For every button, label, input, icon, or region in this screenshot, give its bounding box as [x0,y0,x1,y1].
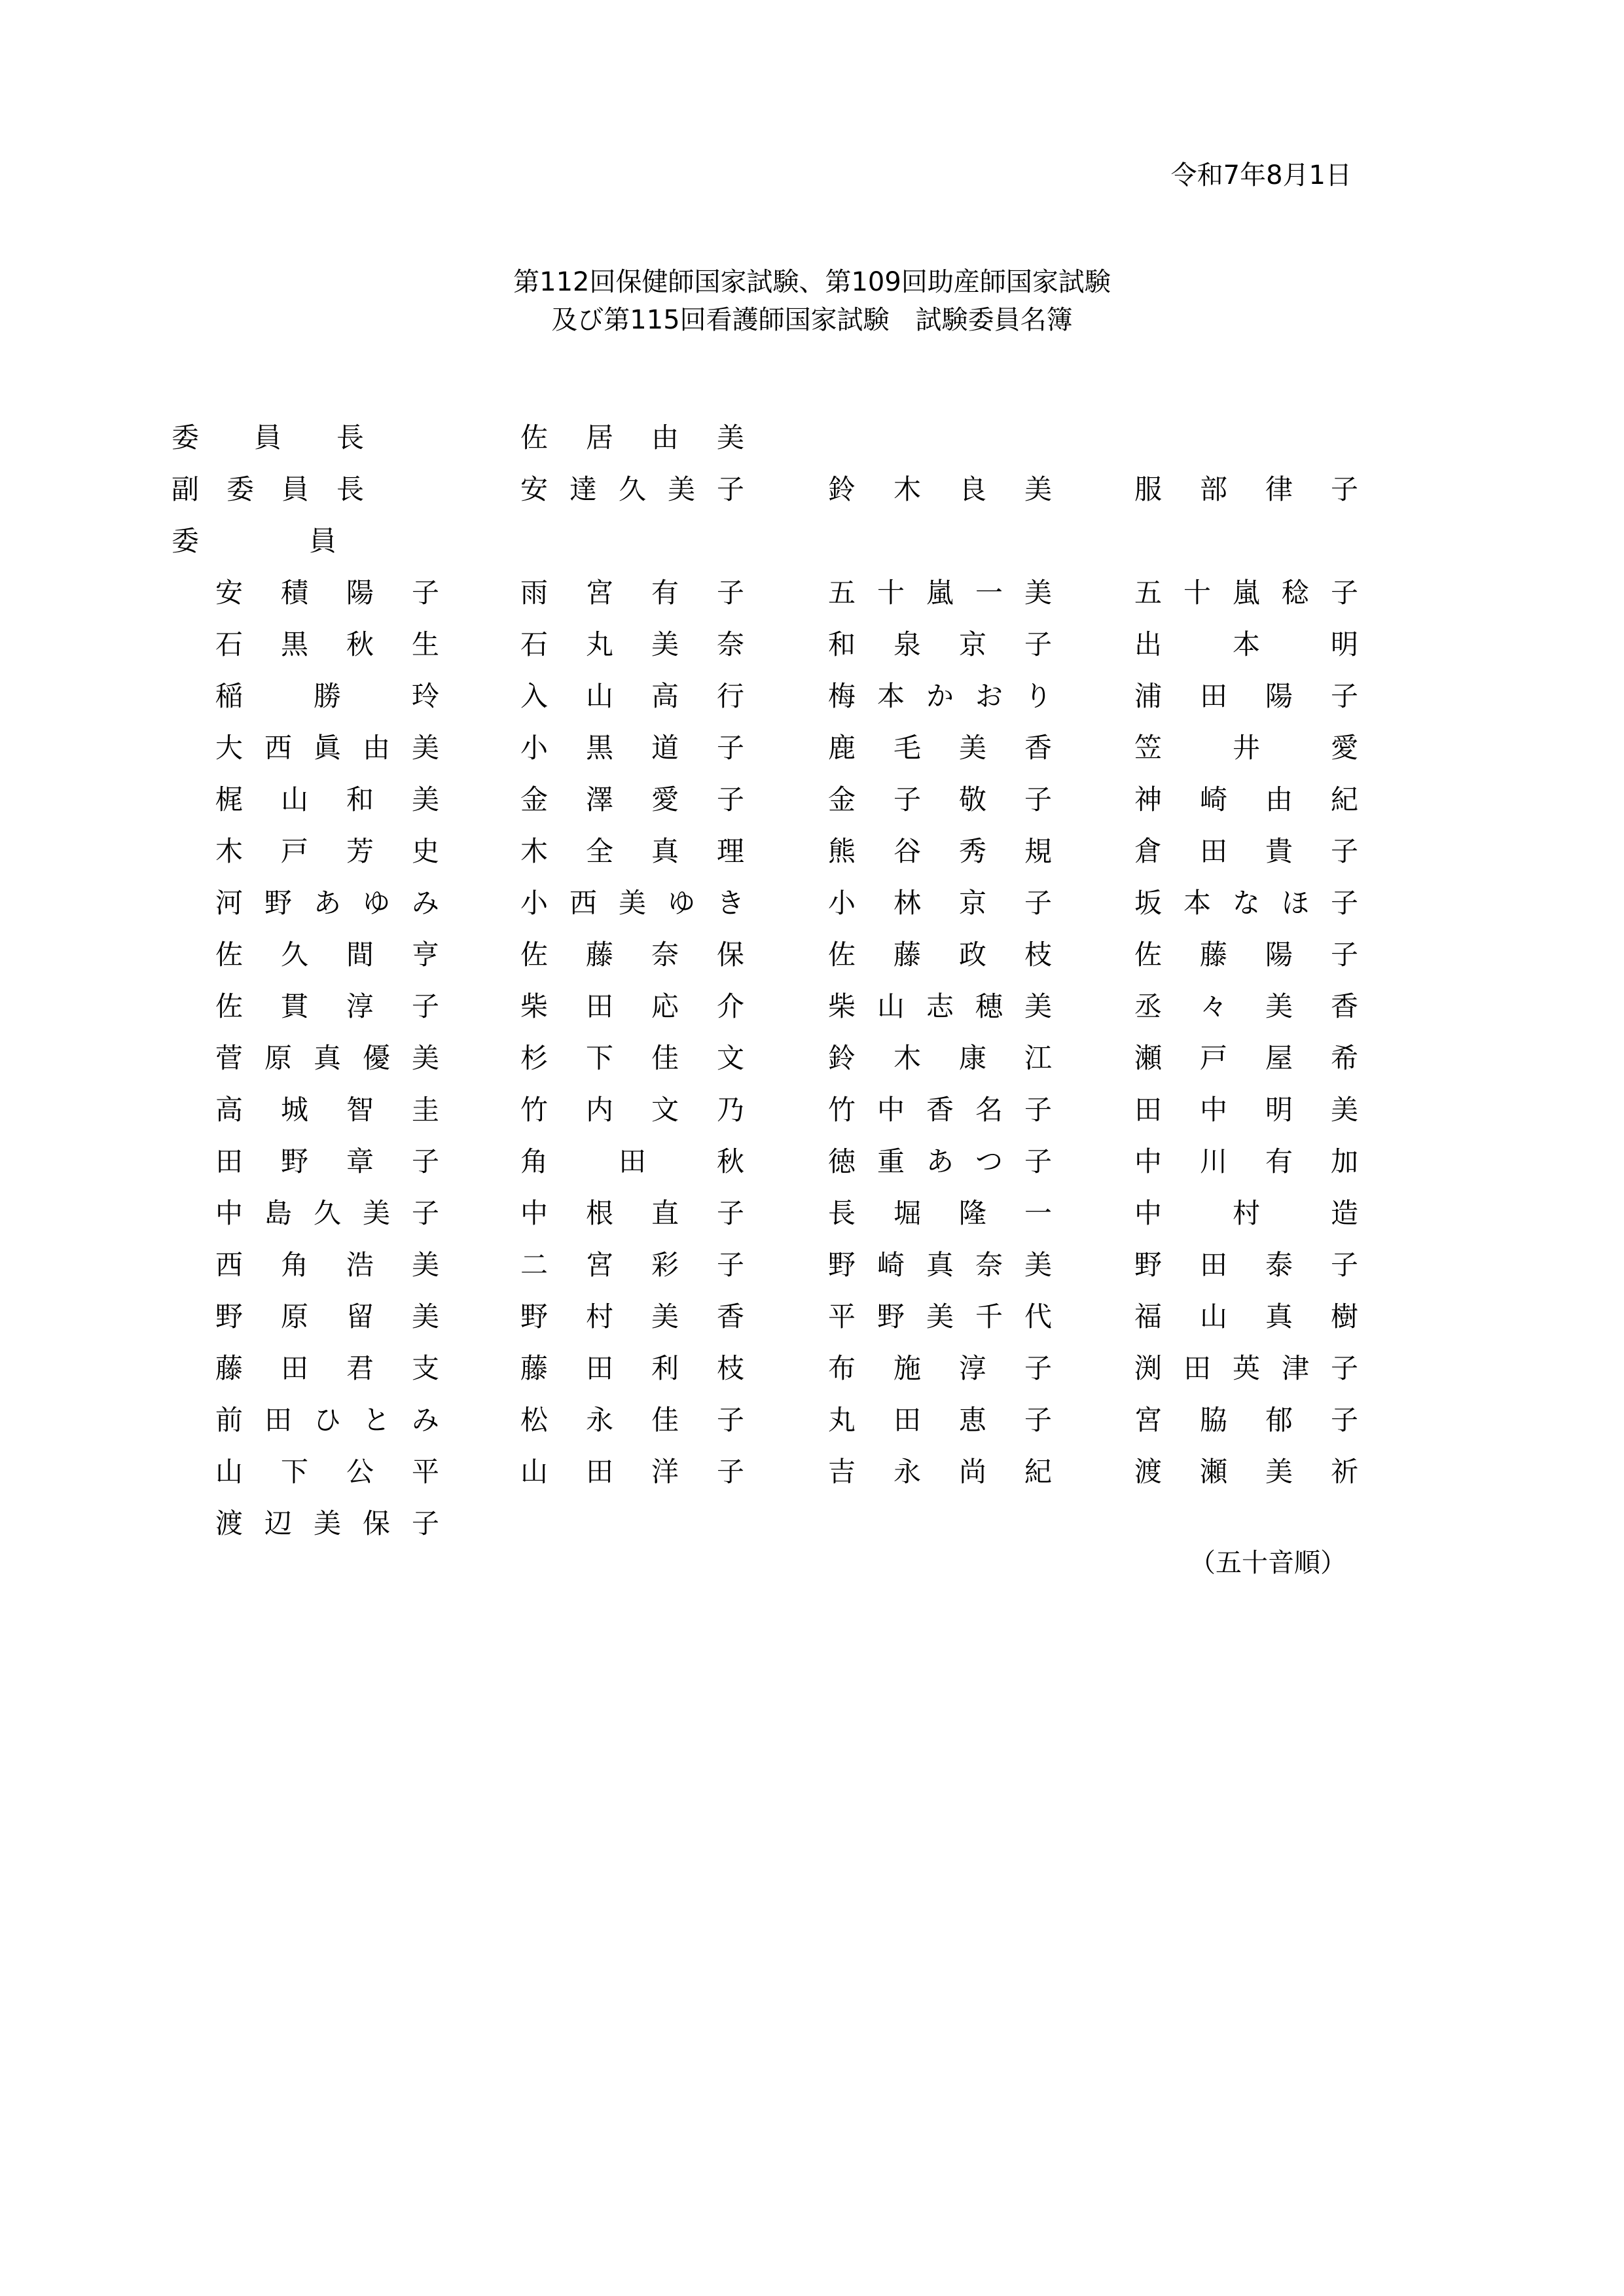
member-name: 菅 原 真 優 美 [215,1042,439,1074]
member-name: 徳 重 あ つ 子 [828,1145,1052,1177]
vice-chair-name: 鈴 木 良 美 [828,473,1052,505]
member-name: 五 十 嵐 一 美 [828,577,1052,609]
member-name: 渕 田 英 津 子 [1134,1352,1358,1384]
member-name: 野 崎 真 奈 美 [828,1249,1052,1281]
member-name: 長 堀 隆 一 [828,1197,1052,1229]
member-name: 石 丸 美 奈 [520,628,744,660]
member-name: 中 村 造 [1134,1197,1358,1229]
ordering-note: （五十音順） [1189,1548,1346,1578]
member-name: 熊 谷 秀 規 [828,835,1052,867]
role-label-chair: 委 員 長 [171,422,365,454]
member-name: 丸 田 恵 子 [828,1404,1052,1436]
title-line-2: 及び第115回看護師国家試験 試験委員名簿 [551,305,1073,335]
member-name: 瀬 戸 屋 希 [1134,1042,1358,1074]
member-row [0,722,1624,774]
member-row [0,567,1624,619]
member-name: 西 角 浩 美 [215,1249,439,1281]
member-name: 福 山 真 樹 [1134,1300,1358,1333]
member-name: 木 戸 芳 史 [215,835,439,867]
member-row [0,1032,1624,1084]
member-name: 杉 下 佳 文 [520,1042,744,1074]
chair-name: 佐 居 由 美 [520,422,744,454]
role-label-members: 委 員 [171,525,337,557]
member-row [0,774,1624,825]
members-heading-row [0,515,1624,567]
member-row [0,825,1624,877]
member-name: 田 中 明 美 [1134,1094,1358,1126]
member-name: 二 宮 彩 子 [520,1249,744,1281]
member-name: 小 林 京 子 [828,887,1052,919]
member-name: 布 施 淳 子 [828,1352,1052,1384]
member-name: 渡 辺 美 保 子 [215,1507,439,1539]
member-name: 安 積 陽 子 [215,577,439,609]
member-name: 前 田 ひ と み [215,1404,439,1436]
member-name: 笠 井 愛 [1134,732,1358,764]
member-name: 野 田 泰 子 [1134,1249,1358,1281]
member-name: 宮 脇 郁 子 [1134,1404,1358,1436]
member-name: 藤 田 利 枝 [520,1352,744,1384]
member-name: 野 村 美 香 [520,1300,744,1333]
member-name: 河 野 あ ゆ み [215,887,439,919]
member-row [0,1136,1624,1187]
member-name: 平 野 美 千 代 [828,1300,1052,1333]
member-name: 金 澤 愛 子 [520,783,744,816]
member-name: 坂 本 な ほ 子 [1134,887,1358,919]
member-row [0,619,1624,670]
member-name: 佐 久 間 亨 [215,939,439,971]
member-name: 柴 田 応 介 [520,990,744,1022]
member-name: 稲 勝 玲 [215,680,439,712]
member-name: 丞 々 美 香 [1134,990,1358,1022]
role-label-vice-chair: 副 委 員 長 [171,473,365,505]
chair-row [0,412,1624,463]
member-name: 鈴 木 康 江 [828,1042,1052,1074]
member-name: 佐 藤 奈 保 [520,939,744,971]
member-name: 佐 藤 陽 子 [1134,939,1358,971]
member-row [0,877,1624,929]
member-name: 中 根 直 子 [520,1197,744,1229]
member-name: 小 黒 道 子 [520,732,744,764]
member-name: 佐 藤 政 枝 [828,939,1052,971]
member-name: 神 崎 由 紀 [1134,783,1358,816]
member-name: 竹 内 文 乃 [520,1094,744,1126]
member-row [0,1446,1624,1498]
member-name: 高 城 智 圭 [215,1094,439,1126]
member-name: 小 西 美 ゆ き [520,887,744,919]
member-name: 田 野 章 子 [215,1145,439,1177]
member-name: 吉 永 尚 紀 [828,1456,1052,1488]
vice-chair-row [0,463,1624,515]
member-name: 木 全 真 理 [520,835,744,867]
member-name: 五 十 嵐 稔 子 [1134,577,1358,609]
member-row [0,1084,1624,1136]
vice-chair-name: 安 達 久 美 子 [520,473,744,505]
member-name: 柴 山 志 穂 美 [828,990,1052,1022]
member-row [0,1187,1624,1239]
member-name: 梶 山 和 美 [215,783,439,816]
member-name: 中 川 有 加 [1134,1145,1358,1177]
member-name: 藤 田 君 支 [215,1352,439,1384]
member-name: 入 山 高 行 [520,680,744,712]
member-name: 大 西 眞 由 美 [215,732,439,764]
member-name: 倉 田 貴 子 [1134,835,1358,867]
member-name: 鹿 毛 美 香 [828,732,1052,764]
member-name: 石 黒 秋 生 [215,628,439,660]
member-name: 出 本 明 [1134,628,1358,660]
document-date: 令和7年8月1日 [1170,160,1352,190]
member-name: 松 永 佳 子 [520,1404,744,1436]
member-name: 中 島 久 美 子 [215,1197,439,1229]
member-name: 渡 瀬 美 祈 [1134,1456,1358,1488]
member-row [0,929,1624,980]
member-name: 山 田 洋 子 [520,1456,744,1488]
member-row [0,1239,1624,1291]
member-name: 野 原 留 美 [215,1300,439,1333]
member-name: 和 泉 京 子 [828,628,1052,660]
member-name: 金 子 敬 子 [828,783,1052,816]
member-name: 山 下 公 平 [215,1456,439,1488]
member-row [0,1291,1624,1342]
document-title [0,263,1624,339]
member-name: 雨 宮 有 子 [520,577,744,609]
member-row [0,670,1624,722]
vice-chair-name: 服 部 律 子 [1134,473,1358,505]
member-row [0,1342,1624,1394]
title-line-1: 第112回保健師国家試験、第109回助産師国家試験 [513,267,1111,297]
member-row [0,1498,1624,1549]
member-name: 浦 田 陽 子 [1134,680,1358,712]
member-row [0,980,1624,1032]
member-name: 梅 本 か お り [828,680,1052,712]
committee-roster [0,412,1624,1549]
member-name: 佐 貫 淳 子 [215,990,439,1022]
member-name: 角 田 秋 [520,1145,744,1177]
member-name: 竹 中 香 名 子 [828,1094,1052,1126]
member-row [0,1394,1624,1446]
